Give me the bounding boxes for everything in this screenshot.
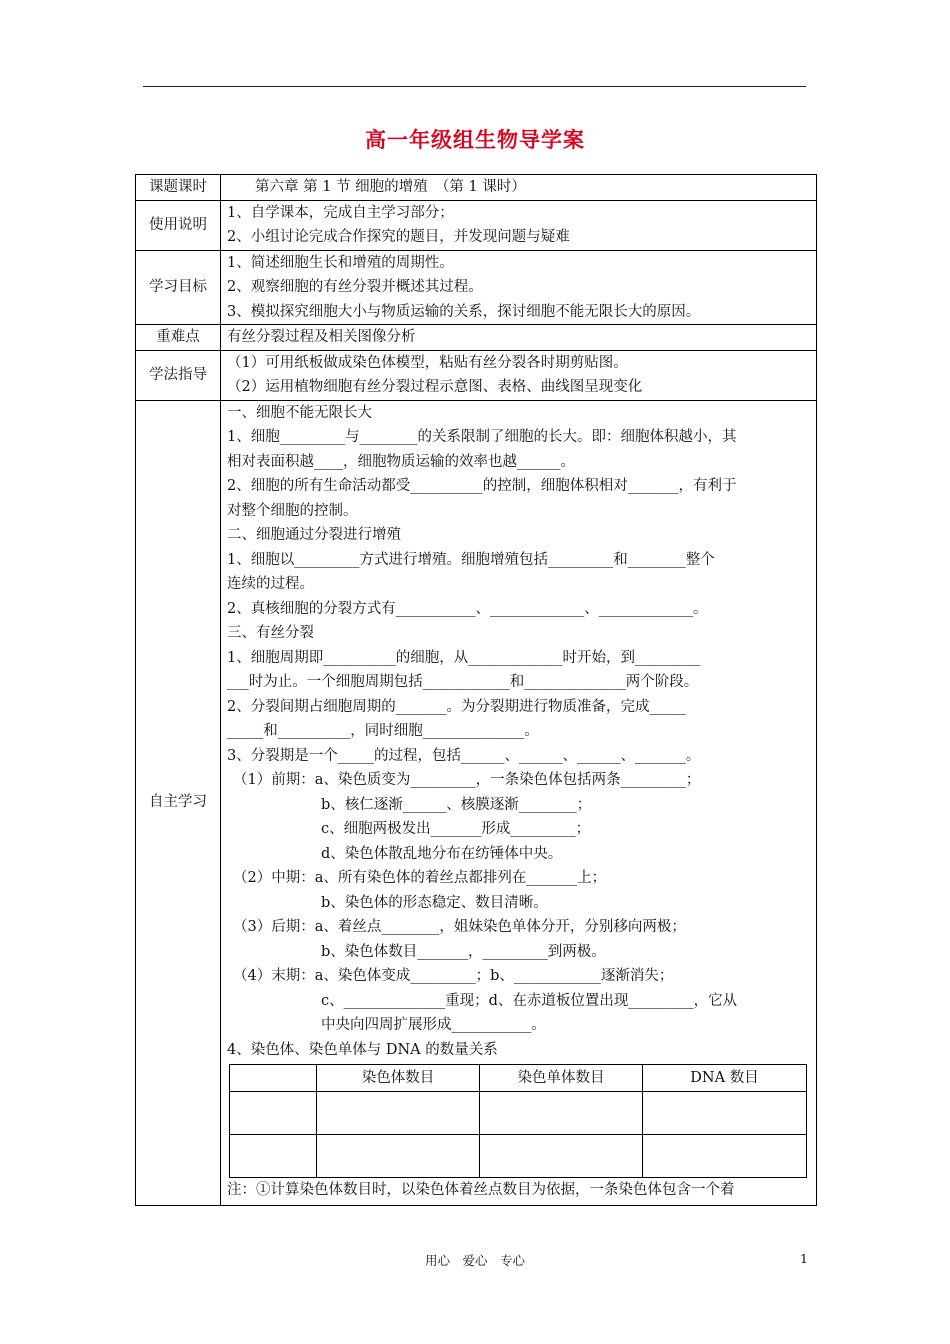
page-title: 高一年级组生物导学案 xyxy=(365,128,585,152)
content-method: （1）可用纸板做成染色体模型，粘贴有丝分裂各时期剪贴图。 （2）运用植物细胞有丝分裂过程示意图、表格、曲线图呈现变化 xyxy=(221,350,817,400)
page-number: 1 xyxy=(800,1251,808,1266)
row-goals xyxy=(136,250,817,325)
section-heading: 一、细胞不能无限长大 xyxy=(227,404,372,421)
label-goals: 学习目标 xyxy=(136,250,221,325)
table-cell[interactable] xyxy=(480,1092,643,1135)
table-header: 染色单体数目 xyxy=(480,1065,643,1092)
table-cell[interactable] xyxy=(643,1135,807,1178)
table-row xyxy=(230,1092,807,1135)
content-goals: 1、简述细胞生长和增殖的周期性。 2、观察细胞的有丝分裂并概述其过程。 3、模拟探究细胞大小与物质运输的关系，探讨细胞不能无限长大的原因。 xyxy=(221,250,817,325)
table-header-row xyxy=(230,1065,807,1092)
table-header: DNA 数目 xyxy=(643,1065,807,1092)
header-rule xyxy=(143,86,806,87)
section-heading: 4、染色体、染色单体与 DNA 的数量关系 xyxy=(227,1041,498,1058)
row-usage xyxy=(136,200,817,250)
label-method: 学法指导 xyxy=(136,350,221,400)
table-note: 注：①计算染色体数目时，以染色体着丝点数目为依据，一条染色体包含一个着 xyxy=(227,1182,735,1198)
label-lesson: 课题课时 xyxy=(136,175,221,201)
table-cell[interactable] xyxy=(317,1092,480,1135)
content-key: 有丝分裂过程及相关图像分析 xyxy=(221,325,817,351)
table-cell[interactable] xyxy=(230,1135,317,1178)
study-guide-table xyxy=(135,174,817,1206)
table-cell[interactable] xyxy=(643,1092,807,1135)
footer-text: 用心 爱心 专心 xyxy=(424,1253,525,1268)
table-row xyxy=(230,1135,807,1178)
section-heading: 二、细胞通过分裂进行增殖 xyxy=(227,527,401,543)
row-lesson xyxy=(136,175,817,201)
label-self-study: 自主学习 xyxy=(136,400,221,1205)
table-cell[interactable] xyxy=(480,1135,643,1178)
table-cell[interactable] xyxy=(230,1092,317,1135)
table-header xyxy=(230,1065,317,1092)
row-key xyxy=(136,325,817,351)
row-method xyxy=(136,350,817,400)
row-self-study xyxy=(136,400,817,1205)
table-header: 染色体数目 xyxy=(317,1065,480,1092)
label-key: 重难点 xyxy=(136,325,221,351)
content-usage: 1、自学课本，完成自主学习部分； 2、小组讨论完成合作探究的题目，并发现问题与疑难 xyxy=(221,200,817,250)
table-cell[interactable] xyxy=(317,1135,480,1178)
section-heading: 三、有丝分裂 xyxy=(227,625,314,641)
label-usage: 使用说明 xyxy=(136,200,221,250)
chromosome-dna-table xyxy=(229,1064,807,1178)
content-self-study: 一、细胞不能无限长大 1、细胞_________与________的关系限制了细胞的长大。即：细胞体积越小，其 相对表面积越____，细胞物质运输的效率也越______。 2、细胞的所有生命活动都受__________的控制，细胞体积相对_______，有利于 对整个细胞的控制。 二、细胞通过分裂进行增殖 1、细胞以_________方式进行增殖。细胞增殖包括_________和________整个 连续的过程。 2、真核细胞的分裂方式有___________、_____________、_____________。 三、有丝分裂 1、细胞周期即__________的细胞，从_____________时开始，到_________ ___时为止。一个细胞周期包括____________和______________两个阶段。 2、分裂间期占细胞周期的_______。为分裂期进行物质准备，完成_____ _____和__________，同时细胞______________。 3、分裂期是一个_____的过程，包括______、______、______、_______。 （1）前期：a、染色质变为_________，一条染色体包括两条_________； b、核仁逐渐______、核膜逐渐________； c、细胞两极发出_______形成_________； d、染色体散乱地分布在纺锤体中央。 （2）中期：a、所有染色体的着丝点都排列在_______上； b、染色体的形态稳定、数目清晰。 （3）后期：a、着丝点________，姐妹染色单体分开，分别移向两极； b、染色体数目_______，_________到两极。 （4）末期：a、染色体变成_________；b、____________逐渐消失； c、______________重现；d、在赤道板位置出现_________，它从 中央向四周扩展形成___________。 4、染色体、染色单体与 DNA 的数量关系 染色体数目 染色单体数目 DNA 数目 注：①计算染色体数目时，以染色体着丝点数目为依据，一条染色体包含一个着 xyxy=(221,400,817,1205)
content-lesson: 第六章 第 1 节 细胞的增殖 （第 1 课时） xyxy=(221,175,817,201)
